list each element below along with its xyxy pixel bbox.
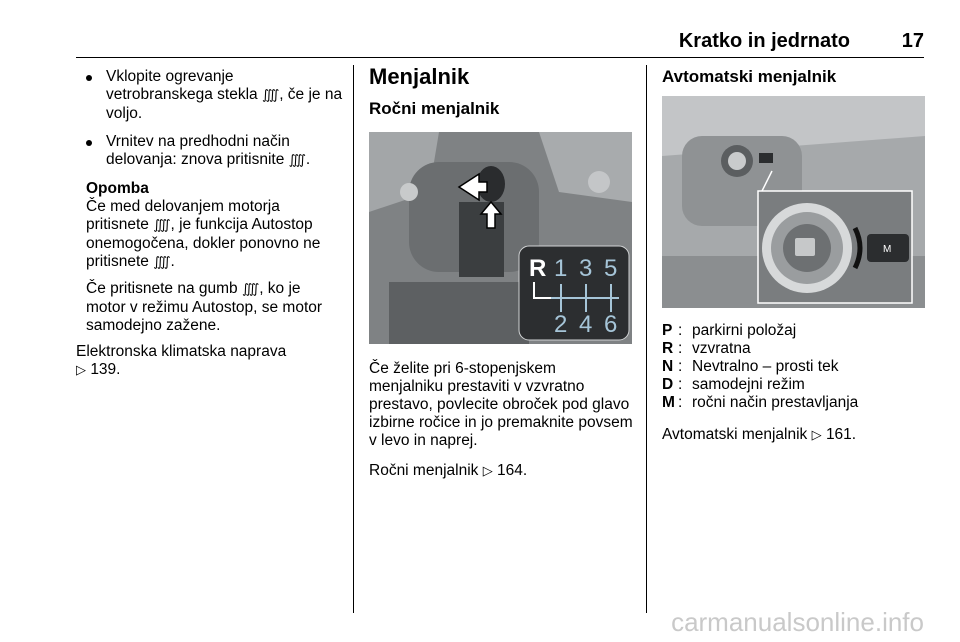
chapter-title: Kratko in jedrnato xyxy=(678,30,850,52)
automatic-gearbox-figure xyxy=(662,96,925,308)
bullet-text: Vklopite ogrevanje vetrobranskega stekla xyxy=(106,68,258,103)
reference-text: Elektronska klimatska naprava xyxy=(76,343,287,360)
gear-label-5: 5 xyxy=(604,255,618,282)
bullet-item xyxy=(76,133,344,170)
gear-position-legend xyxy=(662,322,927,412)
column-1 xyxy=(76,68,344,380)
windscreen-heat-icon: ⨌ xyxy=(261,88,280,103)
gear-label-3: 3 xyxy=(579,255,593,282)
page-ref-icon: ▷ xyxy=(811,428,822,443)
reference-text: Avtomatski menjalnik xyxy=(662,426,808,443)
bullet-dot xyxy=(86,140,92,146)
cross-reference[interactable] xyxy=(369,462,634,481)
column-divider-2 xyxy=(646,65,647,613)
gear-label-2: 2 xyxy=(554,311,568,338)
column-3-body xyxy=(662,322,927,445)
legend-row: P : parkirni položaj xyxy=(662,322,797,339)
note-heading: Opomba xyxy=(86,180,149,197)
section-heading: Avtomatski menjalnik xyxy=(662,67,837,86)
legend-row: R : vzvratna xyxy=(662,340,751,357)
legend-key: M xyxy=(662,394,675,411)
watermark: carmanualsonline.info xyxy=(671,607,924,637)
bullet-item xyxy=(76,68,344,123)
cross-reference[interactable] xyxy=(76,343,344,380)
gear-label-4: 4 xyxy=(579,311,593,338)
subsection-heading: Ročni menjalnik xyxy=(369,99,500,118)
windscreen-heat-icon: ⨌ xyxy=(153,218,171,233)
legend-row: N : Nevtralno – prosti tek xyxy=(662,358,839,375)
legend-desc: ročni način prestavljanja xyxy=(692,394,859,411)
legend-key: N xyxy=(662,358,674,375)
manual-gearbox-figure xyxy=(369,132,632,344)
legend-desc: vzvratna xyxy=(692,340,751,357)
note-text: , ko je motor v režimu Autostop, se motor samodejno zažene. xyxy=(86,280,323,334)
header-rule xyxy=(76,57,924,58)
body-paragraph: Če želite pri 6-stopenjskem menjalniku prestaviti v vzvratno prestavo, povlecite obroček pod glavo izbirne ročice in jo premaknite povsem v levo in naprej. xyxy=(369,360,633,449)
legend-desc: samodejni režim xyxy=(692,376,805,393)
note-text: , je funkcija Autostop onemogočena, dokler ponovno ne pritisnete xyxy=(86,216,321,270)
reference-page: 164. xyxy=(497,462,528,479)
bullet-dot xyxy=(86,75,92,81)
bullet-text: Vrnitev na predhodni način delovanja: znova pritisnite xyxy=(106,133,290,168)
reference-page: 161. xyxy=(825,426,857,443)
note-box xyxy=(76,180,344,335)
column-2-body xyxy=(369,360,634,481)
legend-row: M : ročni način prestavljanja xyxy=(662,394,859,411)
bullet-tail: . xyxy=(305,151,311,168)
column-2 xyxy=(369,64,634,132)
gear-label-R: R xyxy=(529,255,547,282)
note-text: Če pritisnete na gumb xyxy=(86,280,238,297)
note-text: Če med delovanjem motorja pritisnete xyxy=(86,198,280,233)
manual-gearbox-illustration xyxy=(369,132,632,344)
column-divider-1 xyxy=(353,65,354,613)
legend-desc: Nevtralno – prosti tek xyxy=(692,358,839,375)
cross-reference[interactable] xyxy=(662,426,927,445)
windscreen-heat-icon: ⨌ xyxy=(288,153,306,168)
section-heading: Menjalnik xyxy=(369,64,470,89)
gear-label-6: 6 xyxy=(604,311,618,338)
legend-key: D xyxy=(662,376,674,393)
page-ref-icon: ▷ xyxy=(482,464,493,479)
legend-key: R xyxy=(662,340,674,357)
windscreen-heat-icon: ⨌ xyxy=(153,255,171,270)
page-number: 17 xyxy=(901,30,924,52)
manual-mode-button-label: M xyxy=(883,244,892,255)
gear-label-1: 1 xyxy=(554,255,568,282)
reference-text: Ročni menjalnik xyxy=(369,462,479,479)
legend-key: P xyxy=(662,322,673,339)
note-paragraph xyxy=(86,280,344,335)
automatic-gearbox-illustration xyxy=(662,96,925,308)
note-paragraph xyxy=(86,198,344,272)
note-text: . xyxy=(170,253,175,270)
legend-row: D : samodejni režim xyxy=(662,376,805,393)
legend-desc: parkirni položaj xyxy=(692,322,797,339)
page-ref-icon: ▷ xyxy=(76,363,86,378)
windscreen-heat-icon: ⨌ xyxy=(241,282,260,297)
bullet-tail: , če je na voljo. xyxy=(106,86,343,122)
reference-page: 139. xyxy=(90,361,121,378)
